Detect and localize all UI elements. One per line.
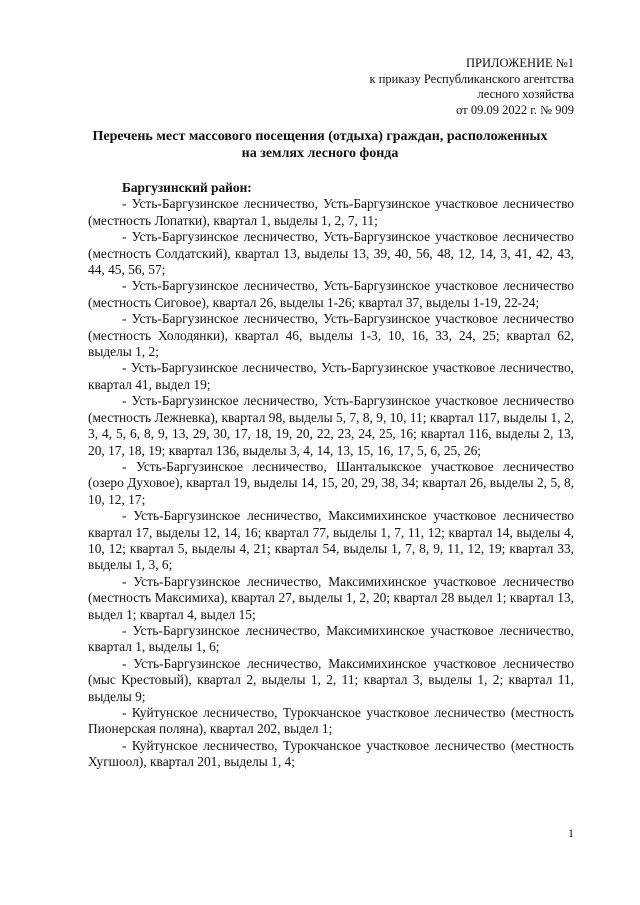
list-item: - Усть-Баргузинское лесничество, Максимихинское участковое лесничество (мыс Крестовый), квартал 2, выделы 1, 2, 11; квартал 3, выделы 1, 2; квартал 11, выделы 9; <box>88 655 574 704</box>
appendix-header <box>314 56 574 118</box>
district-heading: Баргузинский район: <box>122 180 252 195</box>
list-item: - Усть-Баргузинское лесничество, Максимихинское участковое лесничество, квартал 1, выделы 1, 6; <box>88 622 574 655</box>
list-item: - Усть-Баргузинское лесничество, Максимихинское участковое лесничество (местность Максимиха), квартал 27, выделы 1, 2, 20; квартал 28 выдел 1; квартал 13, выдел 1; квартал 4, выдел 15; <box>88 573 574 622</box>
list-item: - Усть-Баргузинское лесничество, Усть-Баргузинское участковое лесничество (местность Сиговое), квартал 26, выделы 1-26; квартал 37, выделы 1-19, 22-24; <box>88 278 574 310</box>
list-item: - Усть-Баргузинское лесничество, Усть-Баргузинское участковое лесничество (местность Лежневка), квартал 98, выделы 5, 7, 8, 9, 10, 11; квартал 117, выделы 1, 2, 3, 4, 5, 6, 8, 9, 13, 29, 30, 17, 18, 19, 20, 22, 23, 24, 25, 16; квартал 116, выделы 2, 13, 20, 17, 18, 19; квартал 136, выделы 3, 4, 14, 13, 15, 16, 17, 5, 6, 25, 26; <box>88 393 574 458</box>
list-item: - Усть-Баргузинское лесничество, Усть-Баргузинское участковое лесничество (местность Лопатки), квартал 1, выделы 1, 2, 7, 11; <box>88 196 574 228</box>
appendix-order-line: к приказу Республиканского агентства <box>369 71 574 86</box>
title-line-1: Перечень мест массового посещения (отдыха) граждан, расположенных <box>92 129 548 144</box>
list-item: - Усть-Баргузинское лесничество, Усть-Баргузинское участковое лесничество, квартал 41, выдел 19; <box>88 360 574 392</box>
list-item: - Усть-Баргузинское лесничество, Максимихинское участковое лесничество квартал 17, выделы 12, 14, 16; квартал 77, выделы 1, 7, 11, 12; квартал 14, выделы 4, 10, 12; квартал 5, выделы 4, 21; квартал 54, выделы 1, 7, 8, 9, 11, 12, 19; квартал 33, выделы 1, 3, 6; <box>88 508 574 573</box>
list-item: - Усть-Баргузинское лесничество, Усть-Баргузинское участковое лесничество (местность Солдатский), квартал 13, выделы 13, 39, 40, 56, 48, 12, 14, 3, 41, 42, 43, 44, 45, 56, 57; <box>88 229 574 278</box>
list-item: - Куйтунское лесничество, Турокчанское участковое лесничество (местность Пионерская поляна), квартал 202, выдел 1; <box>88 705 574 737</box>
page-number: 1 <box>568 826 574 840</box>
appendix-title: ПРИЛОЖЕНИЕ №1 <box>465 56 574 70</box>
document-title <box>60 128 580 162</box>
document-body <box>88 180 574 771</box>
list-item: - Куйтунское лесничество, Турокчанское участковое лесничество (местность Хугшоол), квартал 201, выделы 1, 4; <box>88 737 574 770</box>
appendix-date-line: от 09.09 2022 г. № 909 <box>456 102 574 117</box>
appendix-agency-line: лесного хозяйства <box>477 87 574 101</box>
list-item: - Усть-Баргузинское лесничество, Усть-Баргузинское участковое лесничество (местность Холодянки), квартал 46, выделы 1-3, 10, 16, 33, 24, 25; квартал 62, выделы 1, 2; <box>88 311 574 360</box>
list-item: - Усть-Баргузинское лесничество, Шанталыкское участковое лесничество (озеро Духовое), квартал 19, выделы 14, 15, 20, 29, 38, 34; квартал 26, выделы 2, 5, 8, 10, 12, 17; <box>88 458 574 507</box>
title-line-2: на землях лесного фонда <box>241 146 399 161</box>
